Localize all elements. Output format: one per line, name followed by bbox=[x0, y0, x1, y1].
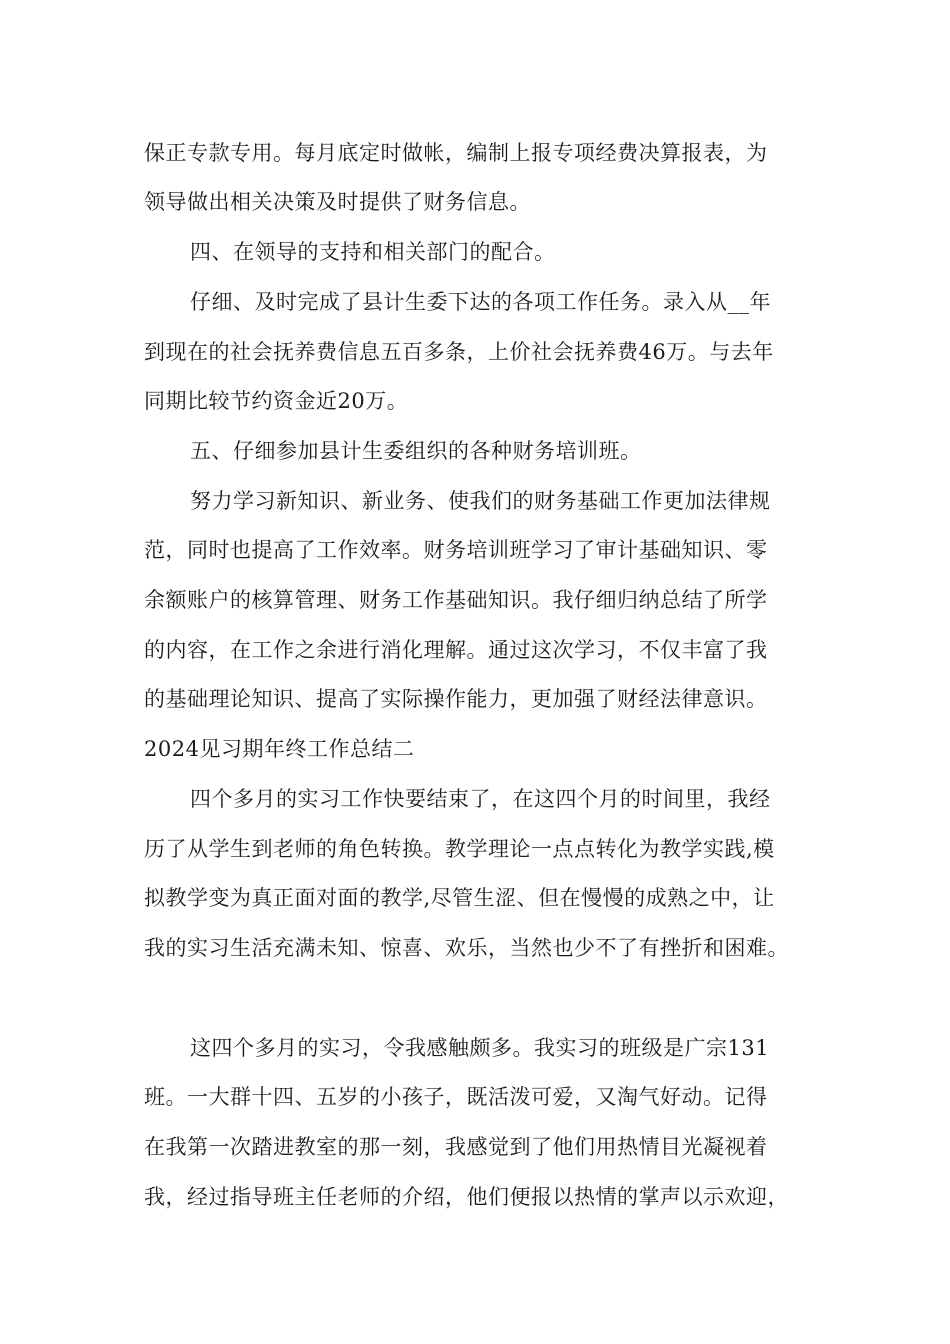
text-line: 领导做出相关决策及时提供了财务信息。 bbox=[144, 190, 531, 214]
text-line: 历了从学生到老师的角色转换。教学理论一点点转化为教学实践,模 bbox=[144, 837, 775, 861]
text-line: 努力学习新知识、新业务、使我们的财务基础工作更加法律规 bbox=[190, 489, 771, 513]
document-title: 2024见习期年终工作总结二 bbox=[144, 737, 415, 761]
text-line: 的基础理论知识、提高了实际操作能力，更加强了财经法律意识。 bbox=[144, 687, 768, 711]
section-heading: 五、仔细参加县计生委组织的各种财务培训班。 bbox=[190, 439, 642, 463]
text-line: 这四个多月的实习，令我感触颇多。我实习的班级是广宗131 bbox=[190, 1036, 770, 1060]
text-line: 拟教学变为真正面对面的教学,尽管生涩、但在慢慢的成熟之中，让 bbox=[144, 886, 775, 910]
text-line: 保正专款专用。每月底定时做帐，编制上报专项经费决算报表，为 bbox=[144, 141, 768, 165]
text-line: 班。一大群十四、五岁的小孩子，既活泼可爱，又淘气好动。记得 bbox=[144, 1085, 768, 1109]
text-line: 我的实习生活充满未知、惊喜、欢乐，当然也少不了有挫折和困难。 bbox=[144, 936, 789, 960]
text-line: 我，经过指导班主任老师的介绍，他们便报以热情的掌声以示欢迎， bbox=[144, 1185, 789, 1209]
text-line: 在我第一次踏进教室的那一刻，我感觉到了他们用热情目光凝视着 bbox=[144, 1135, 768, 1159]
text-line: 四个多月的实习工作快要结束了，在这四个月的时间里，我经 bbox=[190, 787, 771, 811]
text-line: 到现在的社会抚养费信息五百多条，上价社会抚养费46万。与去年 bbox=[144, 340, 774, 364]
text-line: 余额账户的核算管理、财务工作基础知识。我仔细归纳总结了所学 bbox=[144, 588, 768, 612]
text-line: 同期比较节约资金近20万。 bbox=[144, 389, 409, 413]
text-line: 范，同时也提高了工作效率。财务培训班学习了审计基础知识、零 bbox=[144, 538, 768, 562]
text-line: 仔细、及时完成了县计生委下达的各项工作任务。录入从__年 bbox=[190, 290, 771, 314]
section-heading: 四、在领导的支持和相关部门的配合。 bbox=[190, 240, 556, 264]
text-line: 的内容，在工作之余进行消化理解。通过这次学习，不仅丰富了我 bbox=[144, 638, 768, 662]
